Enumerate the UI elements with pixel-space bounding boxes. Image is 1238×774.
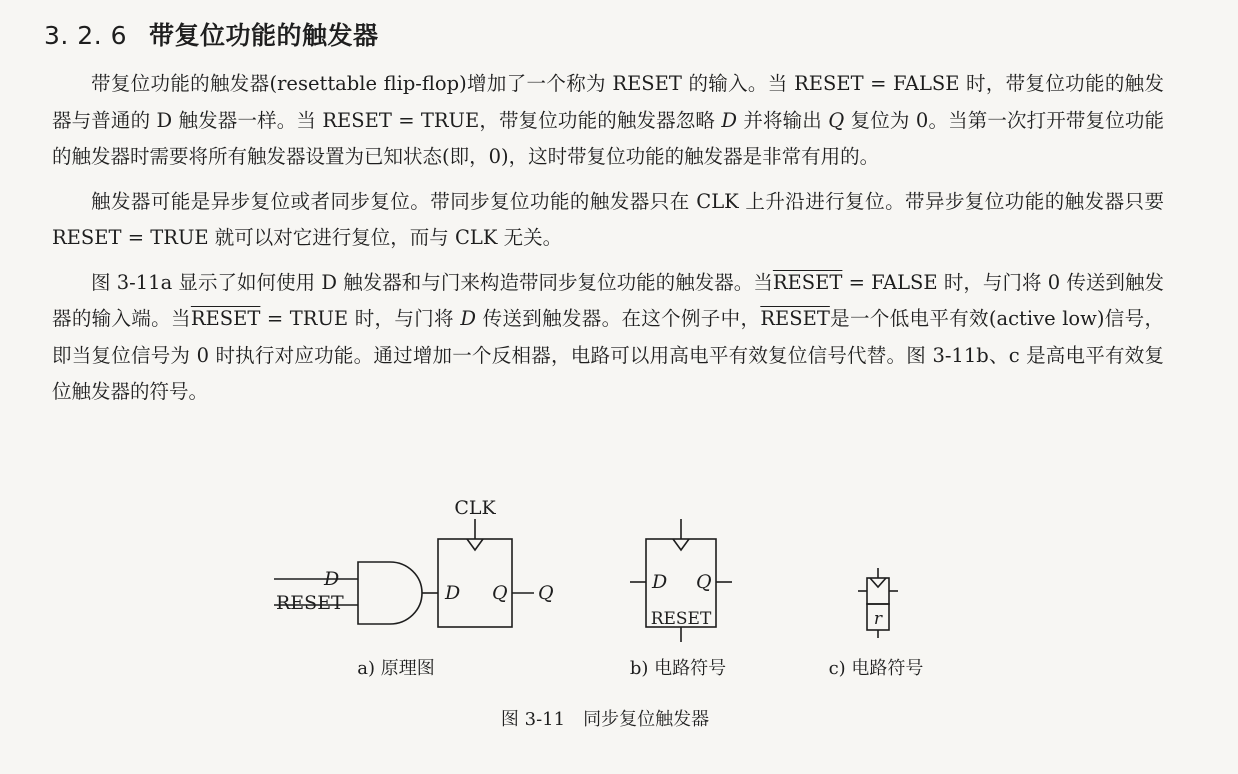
clock-triangle-c	[870, 578, 886, 587]
reset-in-label: RESET	[276, 592, 344, 614]
d-in-label: D	[324, 568, 340, 590]
q-out-label: Q	[538, 582, 554, 604]
section-heading	[44, 16, 379, 52]
text-run: 图 3-11a 显示了如何使用 D 触发器和与门来构造带同步复位功能的触发器。当	[91, 270, 773, 294]
flip-flop-c	[867, 578, 889, 604]
clock-triangle-a	[467, 539, 483, 550]
italic-d: D	[721, 108, 738, 132]
body-text	[52, 66, 1164, 411]
text-run: = TRUE 时，与门将	[260, 307, 461, 330]
and-gate	[358, 562, 422, 624]
italic-q: Q	[828, 108, 845, 132]
caption-b: b) 电路符号	[629, 658, 727, 679]
clock-triangle-b	[673, 539, 689, 550]
paragraph-3	[52, 265, 1164, 411]
reset-bar: RESET	[772, 270, 843, 294]
text-run: 复位为 0。当第一次打开带复位功能的触发器时需要将所有触发器设置为已知状态(即，0)，这时带复位功能的触发器是非常有用的。	[52, 108, 1164, 168]
paragraph-1	[52, 66, 1164, 176]
circuit-diagram	[260, 494, 980, 744]
text-run: 传送到触发器。在这个例子中，	[476, 307, 761, 330]
section-number: 3. 2. 6	[44, 21, 128, 50]
c-r-label: r	[873, 609, 883, 629]
caption-a: a) 原理图	[357, 658, 435, 679]
ff-d-label: D	[445, 582, 461, 604]
b-d-label: D	[652, 571, 668, 593]
clk-label: CLK	[454, 497, 496, 519]
section-title: 带复位功能的触发器	[149, 21, 379, 50]
reset-bar: RESET	[760, 307, 830, 330]
italic-d: D	[460, 307, 477, 330]
paragraph-2: 触发器可能是异步复位或者同步复位。带同步复位功能的触发器只在 CLK 上升沿进行复位。带异步复位功能的触发器只要 RESET = TRUE 就可以对它进行复位，而与 CLK 无关。	[52, 189, 1164, 249]
figure-caption: 图 3-11 同步复位触发器	[500, 709, 710, 730]
figure-3-11	[260, 494, 980, 744]
reset-bar: RESET	[190, 307, 261, 330]
b-q-label: Q	[696, 571, 712, 593]
text-run: 带复位功能的触发器(resettable flip-flop)增加了一个称为 RESET 的输入。当 RESET = FALSE 时，带复位功能的触发器与普通的 D 触发器一样。当 RESET = TRUE，带复位功能的触发器忽略	[52, 72, 1164, 132]
ff-q-label: Q	[492, 582, 508, 604]
caption-c: c) 电路符号	[828, 658, 924, 679]
text-run: = FALSE 时，与门将 0 传送到触发器的输入端。当	[52, 270, 1164, 330]
b-reset-label: RESET	[650, 609, 712, 629]
text-run: 是一个低电平有效(active low)信号，即当复位信号为 0 时执行对应功能。通过增加一个反相器，电路可以用高电平有效复位信号代替。图 3-11b、c 是高电平有效复位触发器的符号。	[52, 307, 1164, 403]
text-run: 并将输出	[737, 108, 829, 132]
